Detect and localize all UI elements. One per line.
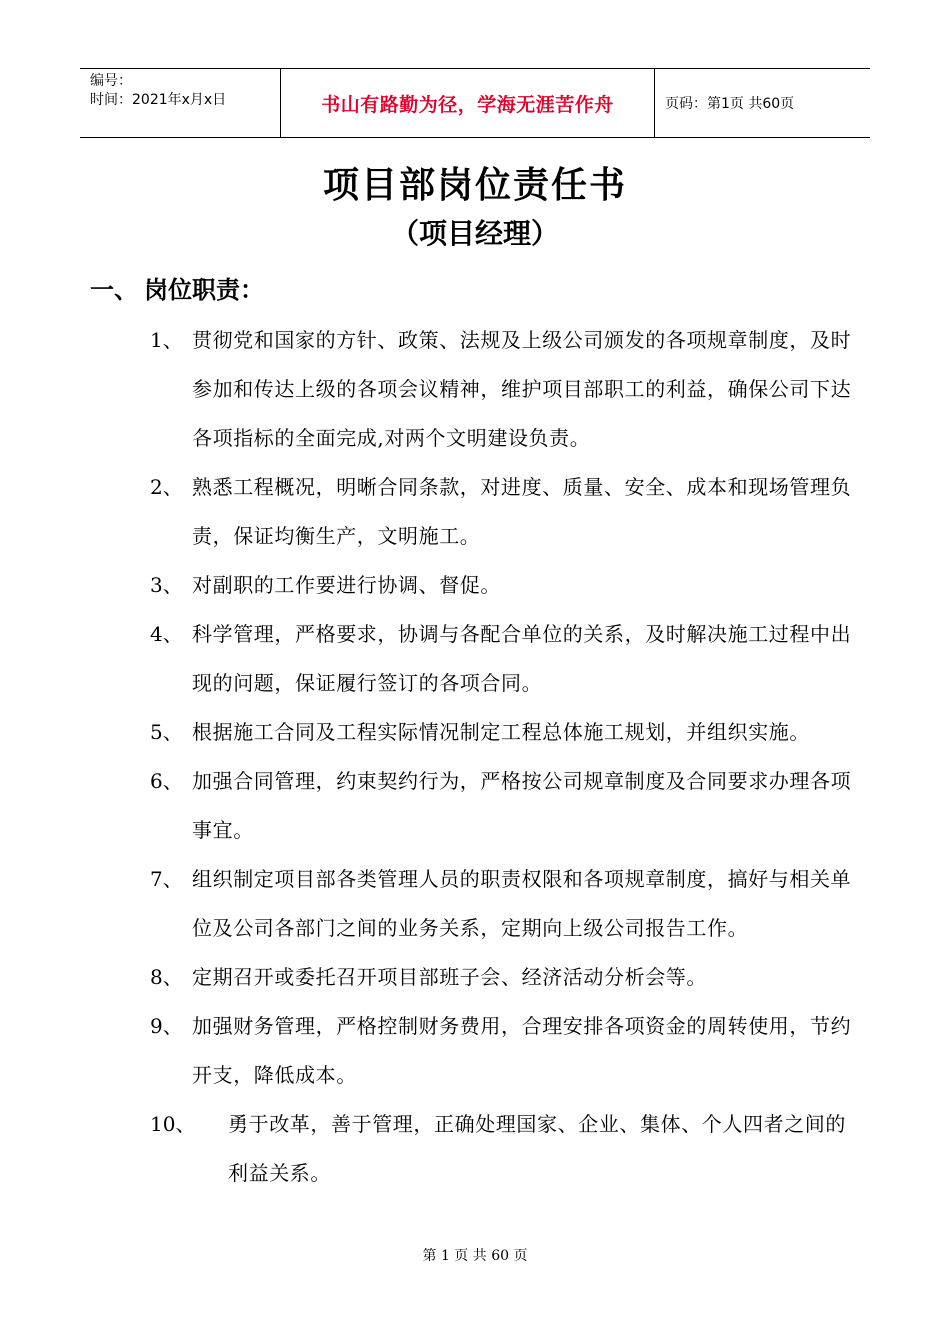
item-number: 3、 xyxy=(150,573,183,597)
header-page-info: 页码：第1页 共60页 xyxy=(665,96,795,112)
list-item xyxy=(150,953,870,1002)
item-text: 定期召开或委托召开项目部班子会、经济活动分析会等。 xyxy=(192,965,707,989)
document-date: 时间：2021年x月x日 xyxy=(90,92,227,108)
item-text: 对副职的工作要进行协调、督促。 xyxy=(192,573,501,597)
item-number: 6、 xyxy=(150,769,183,793)
section-title: 岗位职责： xyxy=(144,275,264,304)
section-number: 一、 xyxy=(90,275,138,304)
document-subtitle: （项目经理） xyxy=(390,217,559,250)
item-number: 2、 xyxy=(150,475,183,499)
item-number: 7、 xyxy=(150,867,183,891)
item-text: 科学管理，严格要求，协调与各配合单位的关系，及时解决施工过程中出现的问题，保证履行签订的各项合同。 xyxy=(192,622,852,695)
document-number-label: 编号： xyxy=(90,73,132,89)
list-item xyxy=(150,1100,870,1198)
header-motto: 书山有路勤为径，学海无涯苦作舟 xyxy=(281,69,655,137)
page-header xyxy=(80,68,870,138)
item-text: 勇于改革，善于管理，正确处理国家、企业、集体、个人四者之间的利益关系。 xyxy=(228,1112,846,1185)
item-number: 9、 xyxy=(150,1014,183,1038)
item-text: 根据施工合同及工程实际情况制定工程总体施工规划，并组织实施。 xyxy=(192,720,810,744)
item-text: 加强财务管理，严格控制财务费用，合理安排各项资金的周转使用，节约开支，降低成本。 xyxy=(192,1014,852,1087)
header-meta xyxy=(80,69,281,137)
item-number: 10、 xyxy=(150,1112,196,1136)
list-item xyxy=(150,610,870,708)
list-item xyxy=(150,757,870,855)
list-item xyxy=(150,708,870,757)
item-text: 组织制定项目部各类管理人员的职责权限和各项规章制度，搞好与相关单位及公司各部门之间的业务关系，定期向上级公司报告工作。 xyxy=(192,867,852,940)
list-item xyxy=(150,1002,870,1100)
section-heading xyxy=(90,270,264,310)
item-number: 1、 xyxy=(150,328,183,352)
item-text: 熟悉工程概况，明晰合同条款，对进度、质量、安全、成本和现场管理负责，保证均衡生产，文明施工。 xyxy=(192,475,852,548)
document-title: 项目部岗位责任书 xyxy=(322,164,627,206)
item-text: 贯彻党和国家的方针、政策、法规及上级公司颁发的各项规章制度，及时参加和传达上级的各项会议精神，维护项目部职工的利益，确保公司下达各项指标的全面完成,对两个文明建设负责。 xyxy=(192,328,852,450)
list-item xyxy=(150,316,870,463)
item-text: 加强合同管理，约束契约行为，严格按公司规章制度及合同要求办理各项事宜。 xyxy=(192,769,852,842)
list-item xyxy=(150,855,870,953)
list-item xyxy=(150,561,870,610)
list-item xyxy=(150,463,870,561)
item-number: 5、 xyxy=(150,720,183,744)
duty-list xyxy=(150,316,870,1198)
page-footer: 第 1 页 共 60 页 xyxy=(422,1248,528,1264)
item-number: 8、 xyxy=(150,965,183,989)
item-number: 4、 xyxy=(150,622,183,646)
